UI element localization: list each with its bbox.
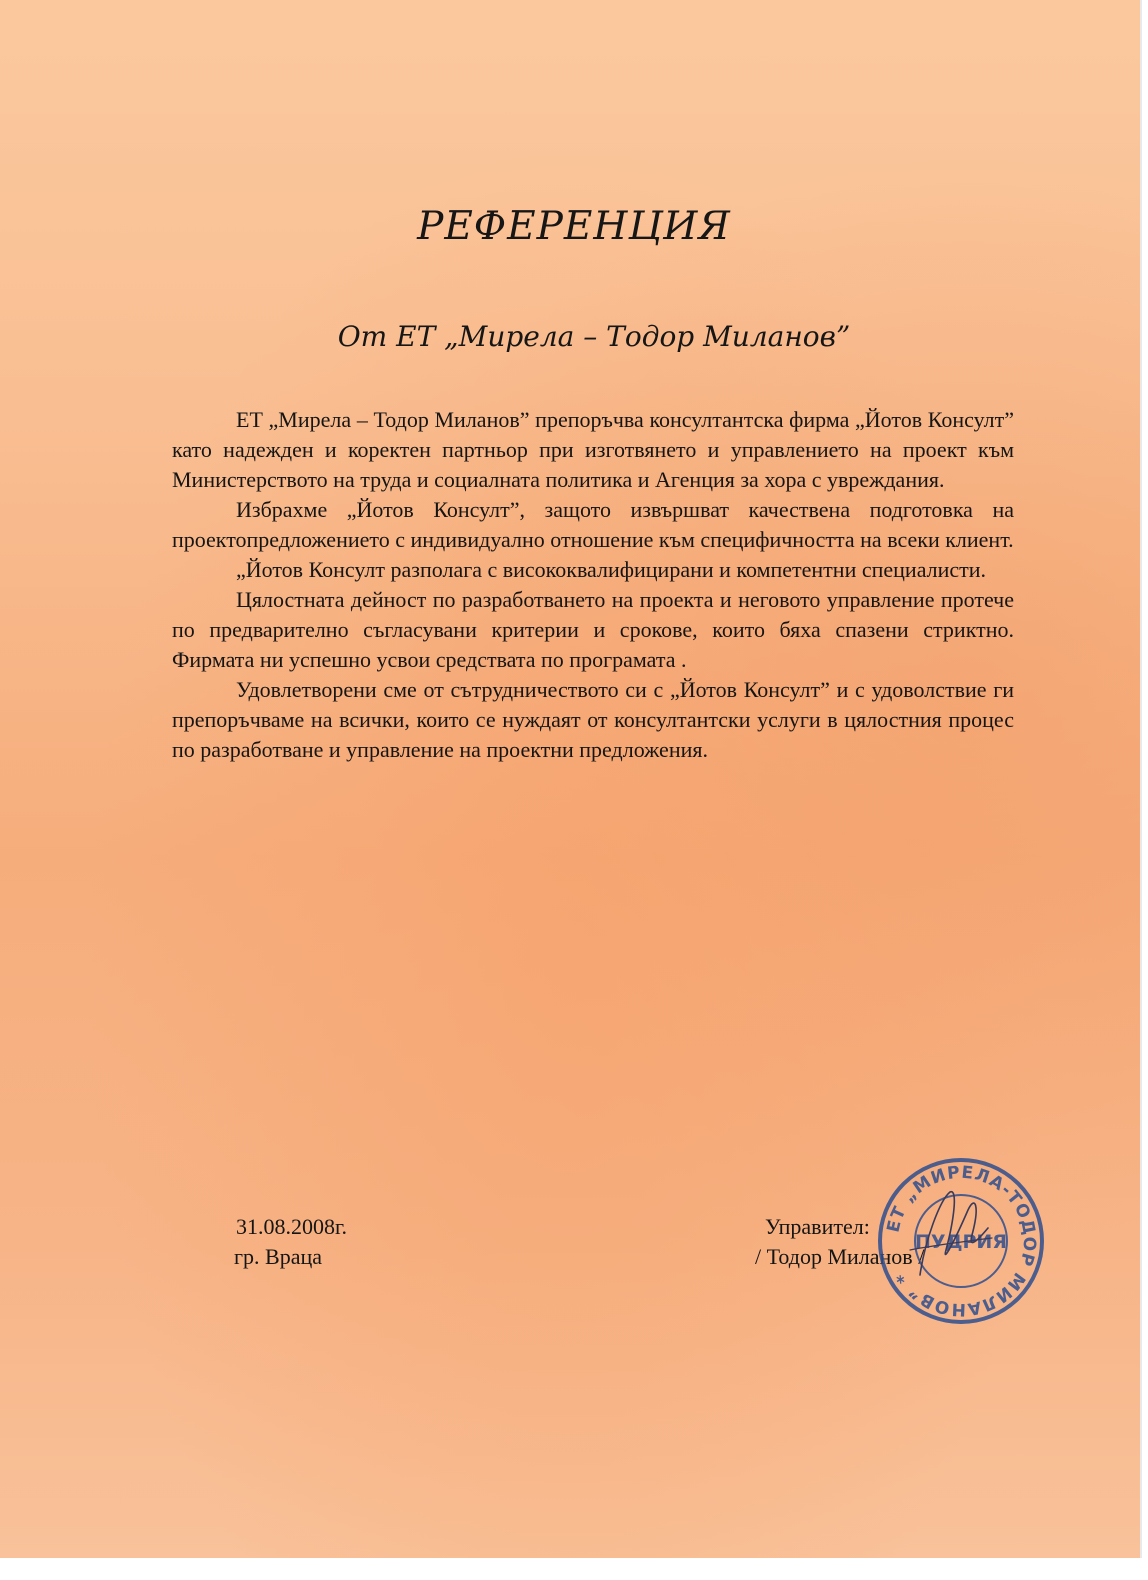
handwritten-signature [880, 1180, 1000, 1290]
document-title: РЕФЕРЕНЦИЯ [417, 204, 731, 249]
manager-title: Управител: [765, 1214, 870, 1239]
document-city: гр. Враца [234, 1244, 322, 1269]
document-subtitle: От ЕТ „Мирела – Тодор Миланов” [337, 320, 851, 353]
document-body [172, 405, 1014, 765]
paragraph-satisfaction: Удовлетворени сме от сътрудничеството си с „Йотов Консулт” и с удоволствие ги препоръчваме на всички, които се нуждаят от консултантски услуги в цялостния процес по разработване и управление на проектни предложения. [172, 677, 1014, 762]
paragraph-specialists: „Йотов Консулт разполага с висококвалифицирани и компетентни специалисти. [236, 557, 987, 582]
seal-center-text: ПУДРИЯ [915, 1231, 1007, 1253]
paragraph-choice-reason: Избрахме „Йотов Консулт”, защото извършват качествена подготовка на проектопредложението с индивидуално отношение към специфичността на всеки клиент. [172, 497, 1014, 552]
manager-name: / Тодор Миланов / [755, 1244, 925, 1269]
seal-ring-text: ЕТ „МИРЕЛА-ТОДОР МИЛАНОВ” * [883, 1162, 1040, 1320]
document-date: 31.08.2008г. [236, 1214, 348, 1239]
paragraph-recommendation: ЕТ „Мирела – Тодор Миланов” препоръчва консултантска фирма „Йотов Консулт” като надежден и коректен партньор при изготвянето и управлението на проект към Министерството на труда и социалната политика и Агенция за хора с увреждания. [172, 407, 1014, 492]
paragraph-project-management: Цялостната дейност по разработването на проекта и неговото управление протече по предварително съгласувани критерии и срокове, които бяха спазени стриктно. Фирмата ни успешно усвои средствата по програмата . [172, 587, 1014, 672]
